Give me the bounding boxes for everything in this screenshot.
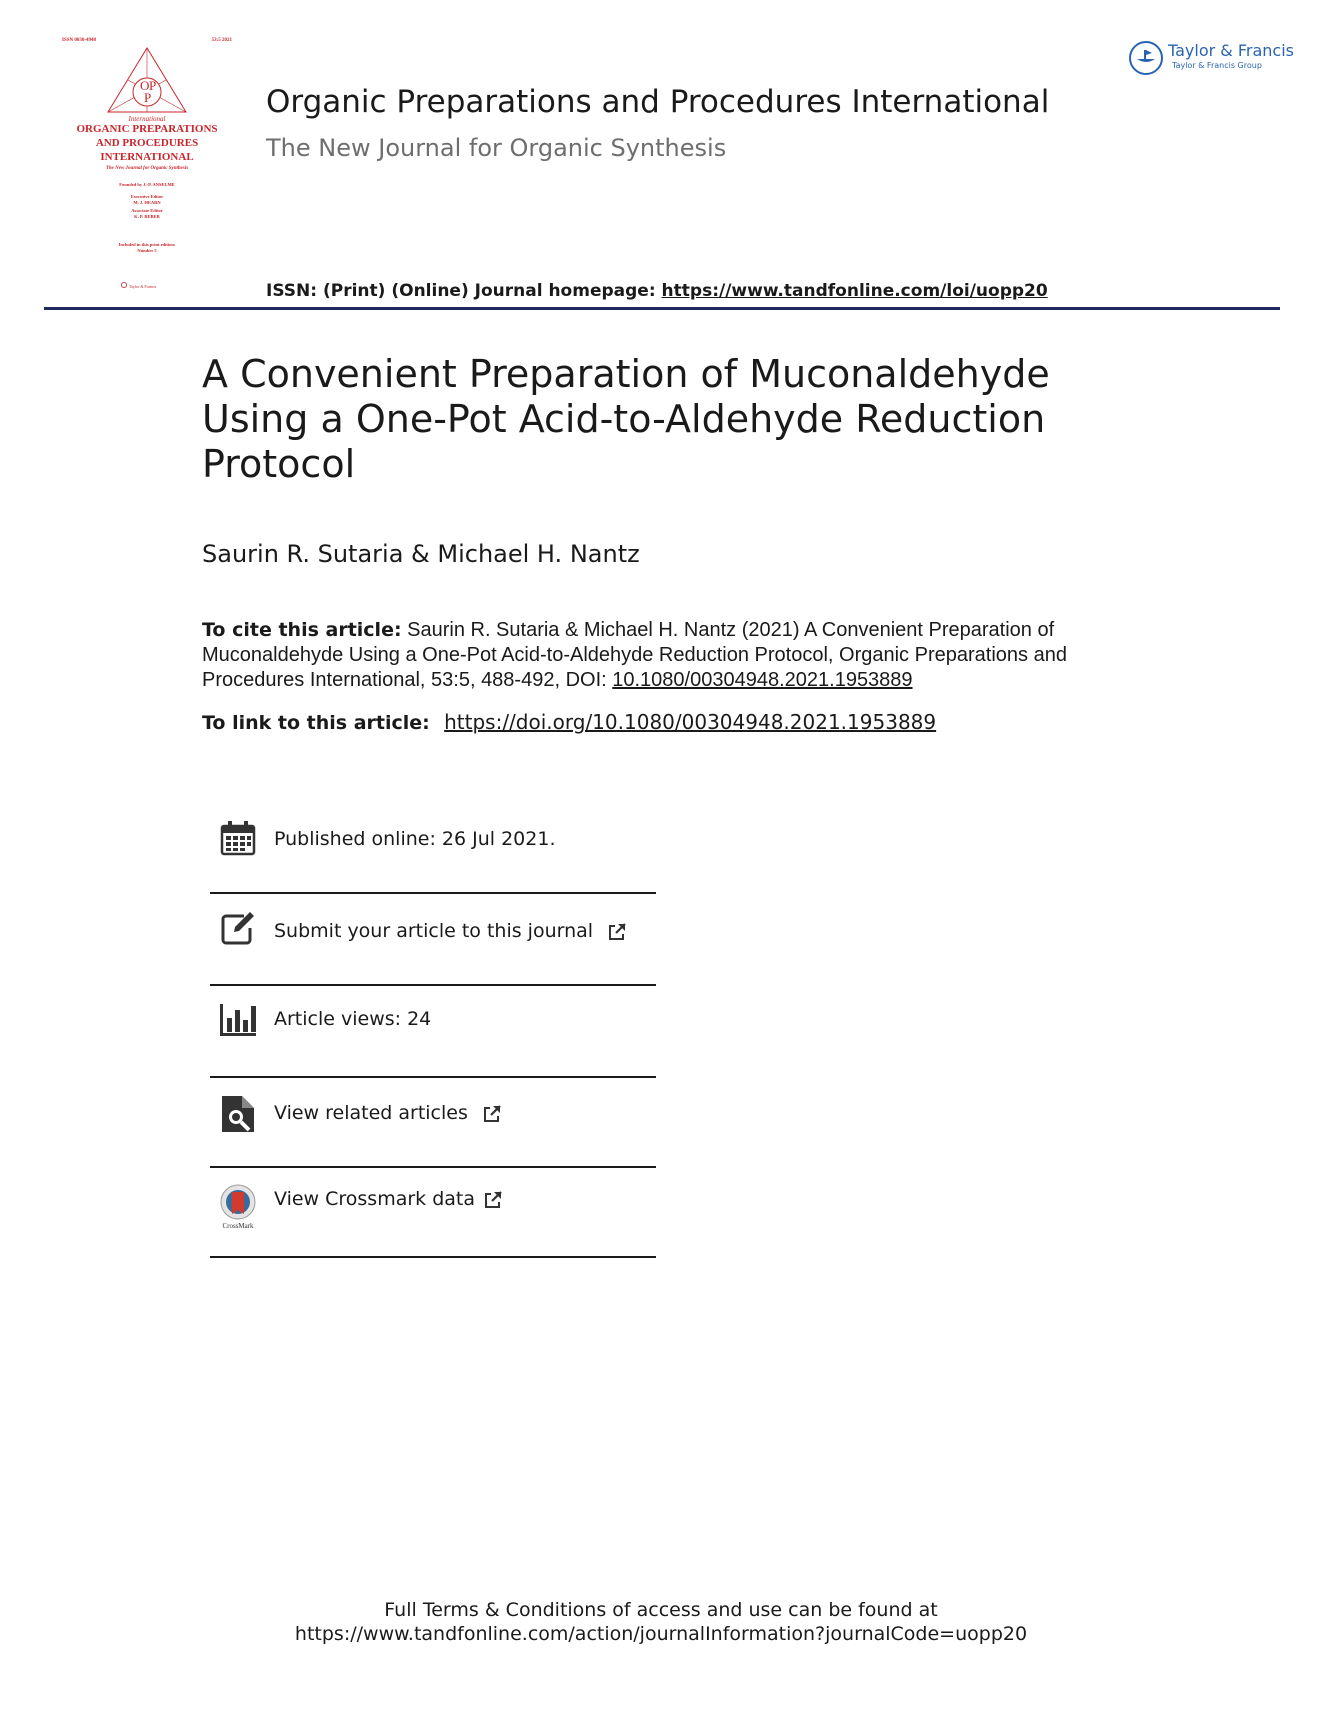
crossmark-logo-text: CrossMark: [222, 1222, 254, 1230]
issn-line: [266, 281, 1048, 301]
submit-article-item[interactable]: [210, 894, 656, 986]
issn-label: ISSN: (Print) (Online) Journal homepage:: [266, 281, 656, 301]
article-info-list: [210, 800, 656, 1258]
crossmark-icon: [218, 1184, 258, 1230]
cover-publisher: [120, 282, 156, 289]
cover-title-line: AND PROCEDURES: [95, 137, 199, 149]
terms-url[interactable]: https://www.tandfonline.com/action/journalInformation?journalCode=uopp20: [294, 1623, 1028, 1645]
published-online-item: [210, 800, 656, 894]
cover-founded: Founded by J.-P. ANSELME: [119, 182, 175, 187]
external-link-icon: [607, 922, 627, 942]
publisher-name: Taylor & Francis: [1168, 41, 1294, 60]
link-label: To link to this article:: [202, 712, 430, 734]
cover-assoc-editor-label: Associate Editor: [131, 208, 163, 213]
crossmark-link[interactable]: [274, 1188, 503, 1210]
article-authors: Saurin R. Sutaria & Michael H. Nantz: [202, 540, 640, 568]
article-link-line: [202, 710, 936, 734]
edit-icon: [220, 910, 256, 946]
article-doi-link[interactable]: https://doi.org/10.1080/00304948.2021.1953889: [444, 710, 937, 734]
cover-logo-letter-2: P: [149, 78, 157, 93]
external-link-icon: [483, 1190, 503, 1210]
cite-doi-link[interactable]: 10.1080/00304948.2021.1953889: [612, 669, 913, 691]
related-articles-label: View related articles: [274, 1102, 468, 1124]
article-views-text: Article views: 24: [274, 1008, 432, 1030]
terms-footer: [0, 1598, 1322, 1646]
document-search-icon: [220, 1096, 256, 1132]
citation-block: [202, 618, 1132, 693]
opp-logo-icon: [104, 46, 190, 122]
cover-issn: ISSN 0030-4948: [62, 38, 97, 43]
publisher-group: Taylor & Francis Group: [1172, 61, 1262, 70]
cite-label: To cite this article:: [202, 619, 402, 641]
journal-title: Organic Preparations and Procedures International: [266, 84, 1050, 120]
cover-logo-letter-1: O: [140, 78, 150, 93]
header-divider: [44, 307, 1280, 310]
cover-publisher-icon: [120, 282, 128, 288]
cover-title: [62, 122, 232, 164]
submit-article-label: Submit your article to this journal: [274, 920, 594, 942]
related-articles-link[interactable]: [274, 1102, 502, 1124]
article-views-item: [210, 986, 656, 1078]
cover-publisher-label: Taylor & Francis: [128, 284, 157, 289]
journal-homepage-link[interactable]: https://www.tandfonline.com/loi/uopp20: [661, 281, 1048, 301]
terms-text: Full Terms & Conditions of access and use can be found at: [384, 1599, 938, 1621]
cover-exec-editor: M. J. HEARN: [133, 200, 161, 205]
cover-included-label: Included in this print edition:: [118, 242, 176, 247]
cover-exec-editor-label: Executive Editor: [130, 194, 164, 199]
cover-logo-letter-3: P: [144, 90, 152, 105]
cover-subtitle: The New Journal for Organic Synthesis: [105, 166, 189, 171]
cover-logo-subtitle: International: [128, 115, 166, 122]
article-title: A Convenient Preparation of Muconaldehyde Using a One-Pot Acid-to-Aldehyde Reduction Protocol: [202, 352, 1050, 486]
cover-included-value: Number 5: [137, 248, 157, 253]
cite-text: Saurin R. Sutaria & Michael H. Nantz (2021) A Convenient Preparation of Muconaldehyde Using a One-Pot Acid-to-Aldehyde Reduction Protocol, Organic Preparations and Procedures International, 53:5, 488-492, DOI:: [202, 619, 1067, 691]
cover-assoc-editor: K. P. REBER: [134, 214, 160, 219]
cover-title-line: INTERNATIONAL: [100, 151, 194, 163]
crossmark-item[interactable]: [210, 1168, 656, 1258]
journal-subtitle: The New Journal for Organic Synthesis: [266, 134, 727, 162]
crossmark-label: View Crossmark data: [274, 1188, 476, 1210]
external-link-icon: [482, 1104, 502, 1124]
submit-article-link[interactable]: [274, 920, 627, 942]
related-articles-item[interactable]: [210, 1078, 656, 1168]
taylor-francis-logo-icon: [1128, 40, 1164, 76]
journal-cover: [62, 36, 232, 300]
cover-title-line: ORGANIC PREPARATIONS: [76, 123, 218, 135]
published-online-text: Published online: 26 Jul 2021.: [274, 828, 556, 850]
bar-chart-icon: [220, 1000, 256, 1036]
cover-volume: 53:5 2021: [211, 38, 232, 43]
calendar-icon: [220, 820, 256, 856]
